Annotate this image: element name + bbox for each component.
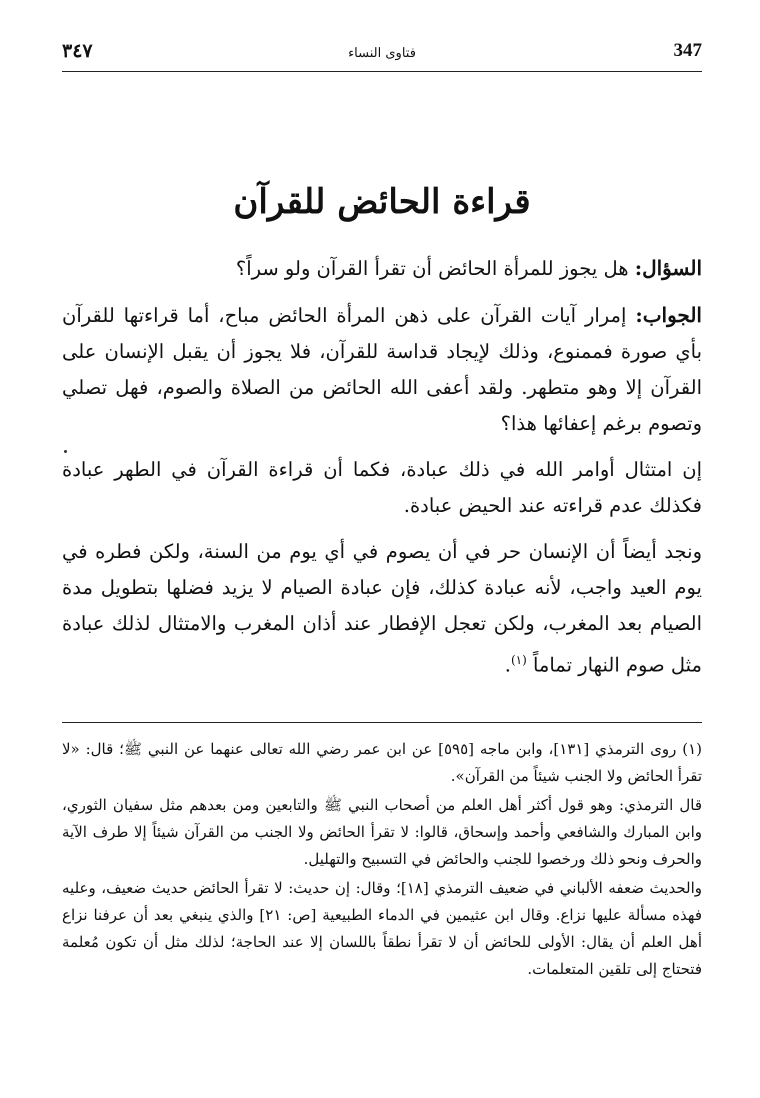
question-text: هل يجوز للمرأة الحائض أن تقرأ القرآن ولو سراً؟	[235, 257, 629, 280]
scan-speck	[64, 450, 67, 453]
question-label: السؤال:	[634, 256, 702, 280]
footnote-1: (١) روى الترمذي [١٣١]، وابن ماجه [٥٩٥] عن ابن عمر رضي الله تعالى عنهما عن النبي ﷺ؛ قال: «لا تقرأ الحائض ولا الجنب شيئاً من القرآن».	[62, 740, 702, 785]
answer-ending: .	[504, 653, 511, 677]
footnote-divider	[62, 722, 702, 723]
page-number-latin: 347	[673, 40, 702, 61]
question-paragraph	[62, 250, 702, 287]
answer-label: الجواب:	[635, 303, 702, 327]
footnote-3: والحديث ضعفه الألباني في ضعيف الترمذي [١٨]؛ وقال: إن حديث: لا تقرأ الحائض حديث ضعيف، وعليه فهذه مسألة عليها نزاع. وقال ابن عثيمين في الدماء الطبيعية [ص: ٢١] والذي ينبغي بعد أن عرفنا نزاع أهل العلم أن يقال: الأولى للحائض أن لا تقرأ نطقاً باللسان إلا عند الحاجة؛ لذلك مثل أن تكون مُعلمة فتحتاج إلى تلقين المتعلمات.	[62, 879, 702, 978]
footnote-reference[interactable]: (١)	[510, 653, 527, 667]
page-title: قراءة الحائض للقرآن	[233, 182, 531, 222]
answer-text-1: إمرار آيات القرآن على ذهن المرأة الحائض مباح، أما قراءتها للقرآن بأي صورة فممنوع، وذلك لإيجاد قداسة للقرآن، فلا يجوز أن يقبل الإنسان على القرآن إلا وهو متطهر. ولقد أعفى الله الحائض من الصلاة والصوم، فهل تصلي وتصوم برغم إعفائها هذا؟	[62, 304, 702, 435]
answer-text-3: ونجد أيضاً أن الإنسان حر في أن يصوم في أي يوم من السنة، ولكن فطره في يوم العيد واجب، لأنه عبادة كذلك، فإن عبادة الصيام لا يزيد فضلها بتطويل مدة الصيام بعد المغرب، ولكن تعجل الإفطار عند أذان المغرب والامتثال لذلك عبادة مثل صوم النهار تماماً	[62, 540, 702, 677]
header-divider	[62, 71, 702, 72]
answer-paragraph-2	[62, 452, 702, 524]
answer-text-2: إن امتثال أوامر الله في ذلك عبادة، فكما أن قراءة القرآن في الطهر عبادة فكذلك عدم قراءته عند الحيض عبادة.	[62, 458, 702, 517]
footnotes	[62, 736, 702, 985]
footnote-2: قال الترمذي: وهو قول أكثر أهل العلم من أصحاب النبي ﷺ والتابعين ومن بعدهم مثل سفيان الثوري، وابن المبارك والشافعي وأحمد وإسحاق، قالوا: لا تقرأ الحائض ولا الجنب من القرآن شيئاً إلا طرف الآية والحرف ونحو ذلك ورخصوا للجنب والحائض في التسبيح والتهليل.	[62, 796, 702, 868]
answer-paragraph-1	[62, 297, 702, 442]
main-body	[62, 250, 702, 694]
page-number-arabic: ٣٤٧	[62, 40, 93, 62]
answer-paragraph-3	[62, 534, 702, 684]
running-title: فتاوى النساء	[348, 46, 416, 61]
page-header	[62, 38, 702, 74]
